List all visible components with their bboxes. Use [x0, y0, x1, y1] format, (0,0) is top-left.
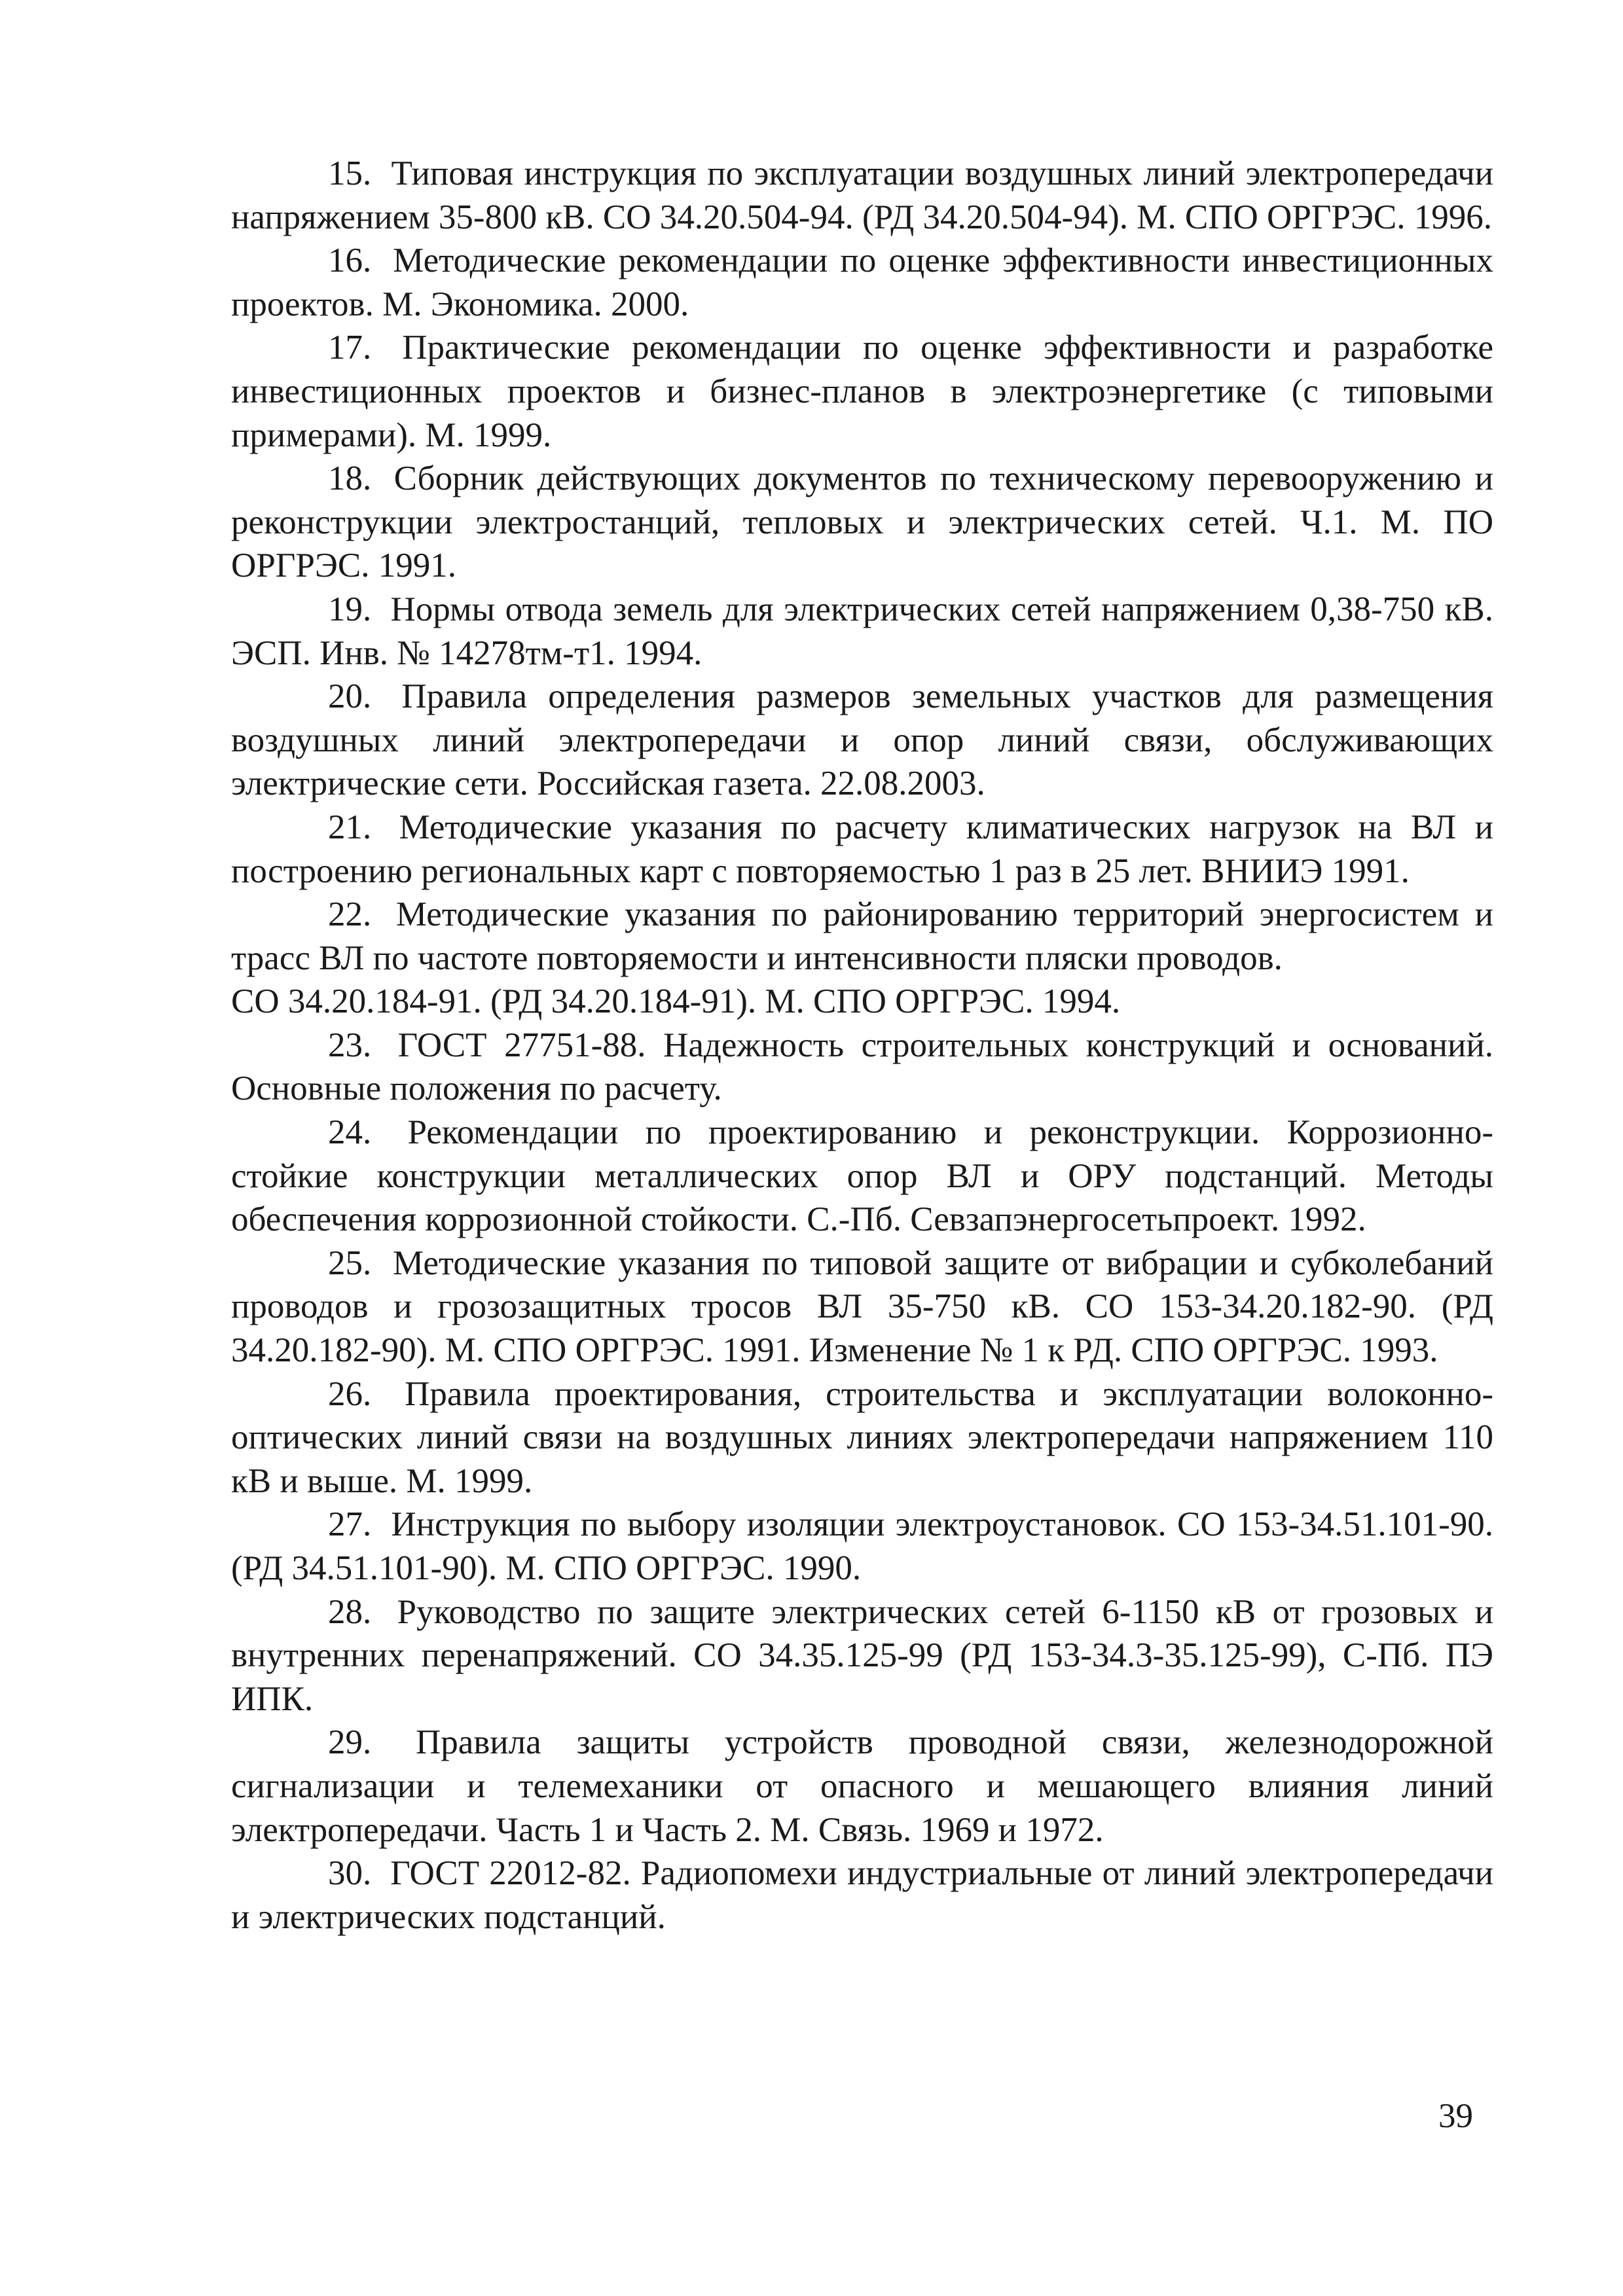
reference-text: Правила проектирования, строительства и эксплуатации волоконно-оптических линий связи на воздушных линиях электропередачи напряжением 110 кВ и выше. М. 1999. — [231, 1374, 1494, 1500]
reference-number: 19. — [328, 590, 372, 628]
reference-item-24 — [231, 1111, 1493, 1242]
reference-number: 23. — [328, 1026, 372, 1064]
reference-text: Методические рекомендации по оценке эффективности инвестиционных проектов. М. Экономика. 2000. — [231, 242, 1493, 323]
reference-number: 28. — [328, 1592, 372, 1631]
reference-number: 17. — [328, 329, 372, 367]
reference-item-17 — [231, 326, 1493, 457]
reference-text: Нормы отвода земель для электрических сетей напряжением 0,38-750 кВ. ЭСП. Инв. № 14278тм-т1. 1994. — [231, 590, 1494, 672]
reference-number: 29. — [328, 1723, 372, 1762]
reference-item-30 — [231, 1852, 1493, 1939]
reference-item-26 — [231, 1372, 1493, 1503]
reference-text: Сборник действующих документов по техническому перевооружению и реконструкции электростанций, тепловых и электрических сетей. Ч.1. М. ПО ОРГРЭС. 1991. — [231, 459, 1493, 585]
reference-item-28 — [231, 1590, 1493, 1721]
reference-text: Практические рекомендации по оценке эффективности и разработке инвестиционных проектов и бизнес-планов в электроэнергетике (с типовыми примерами). М. 1999. — [231, 329, 1494, 454]
reference-continuation: СО 34.20.184-91. (РД 34.20.184-91). М. СПО ОРГРЭС. 1994. — [231, 982, 1121, 1021]
reference-number: 24. — [328, 1113, 372, 1152]
reference-text: Рекомендации по проектированию и реконструкции. Коррозионно-стойкие конструкции металлических опор ВЛ и ОРУ подстанций. Методы обеспечения коррозионной стойкости. С.-Пб. Севзапэнергосетьпроект. 1992. — [231, 1113, 1494, 1239]
reference-text: Методические указания по типовой защите от вибрации и субколебаний проводов и грозозащитных тросов ВЛ 35-750 кВ. СО 153-34.20.182-90. (РД 34.20.182-90). М. СПО ОРГРЭС. 1991. Изменение № 1 к РД. СПО ОРГРЭС. 1993. — [231, 1244, 1494, 1370]
reference-text: Инструкция по выбору изоляции электроустановок. СО 153-34.51.101-90. (РД 34.51.101-90). М. СПО ОРГРЭС. 1990. — [231, 1505, 1493, 1587]
reference-item-19 — [231, 588, 1493, 675]
reference-text: Правила определения размеров земельных участков для размещения воздушных линий электропередачи и опор линий связи, обслуживающих электрические сети. Российская газета. 22.08.2003. — [231, 677, 1494, 803]
reference-item-22 — [231, 893, 1493, 980]
reference-text: Руководство по защите электрических сетей 6-1150 кВ от грозовых и внутренних перенапряжений. СО 34.35.125-99 (РД 153-34.3-35.125-99), С-Пб. ПЭ ИПК. — [231, 1592, 1494, 1718]
reference-item-16 — [231, 239, 1493, 326]
reference-text: ГОСТ 22012-82. Радиопомехи индустриальные от линий электропередачи и электрических подстанций. — [231, 1854, 1494, 1936]
reference-number: 22. — [328, 895, 372, 934]
reference-number: 15. — [328, 154, 372, 192]
reference-text: Правила защиты устройств проводной связи, железнодорожной сигнализации и телемеханики от опасного и мешающего влияния линий электропередачи. Часть 1 и Часть 2. М. Связь. 1969 и 1972. — [231, 1723, 1493, 1849]
reference-text: Методические указания по районированию территорий энергосистем и трасс ВЛ по частоте повторяемости и интенсивности пляски проводов. — [231, 895, 1494, 977]
reference-number: 25. — [328, 1244, 372, 1282]
reference-number: 18. — [328, 459, 372, 498]
reference-item-20 — [231, 675, 1493, 806]
reference-text: Методические указания по расчету климатических нагрузок на ВЛ и построению региональных карт с повторяемостью 1 раз в 25 лет. ВНИИЭ 1991. — [231, 808, 1493, 890]
reference-item-25 — [231, 1242, 1493, 1372]
reference-item-15 — [231, 152, 1493, 239]
reference-item-21 — [231, 806, 1493, 893]
reference-item-29 — [231, 1721, 1493, 1852]
reference-text: Типовая инструкция по эксплуатации воздушных линий электропередачи напряжением 35-800 кВ. СО 34.20.504-94. (РД 34.20.504-94). М. СПО ОРГРЭС. 1996. — [231, 154, 1493, 236]
reference-item-27 — [231, 1503, 1493, 1590]
reference-number: 21. — [328, 808, 372, 846]
reference-number: 30. — [328, 1854, 372, 1893]
reference-item-23 — [231, 1024, 1493, 1111]
reference-list — [231, 152, 1493, 1939]
reference-number: 20. — [328, 677, 372, 716]
reference-number: 27. — [328, 1505, 372, 1544]
reference-number: 26. — [328, 1374, 372, 1413]
reference-number: 16. — [328, 242, 372, 280]
page-number: 39 — [1438, 2097, 1473, 2135]
reference-text: ГОСТ 27751-88. Надежность строительных конструкций и оснований. Основные положения по расчету. — [231, 1026, 1493, 1108]
reference-item-18 — [231, 457, 1493, 588]
